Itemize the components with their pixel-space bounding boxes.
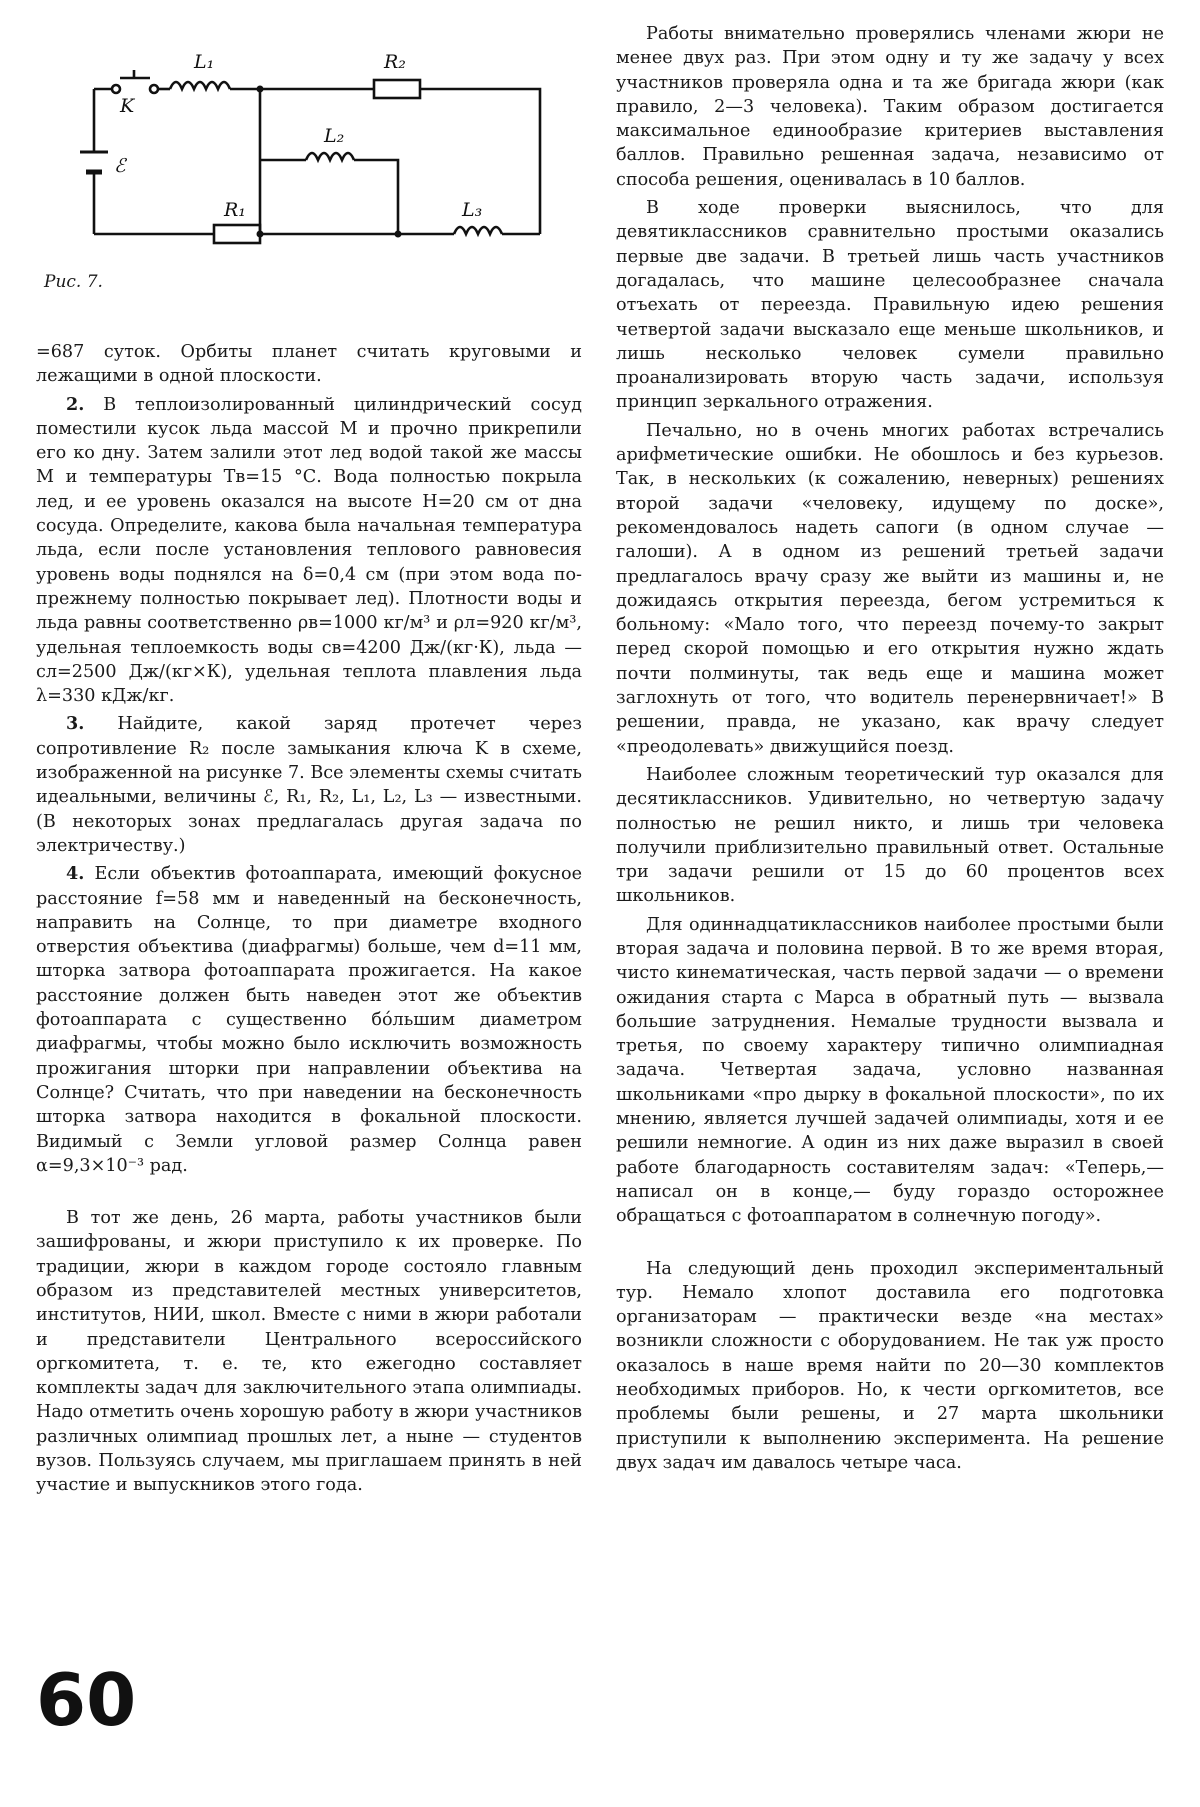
paragraph-eleventh-grade: Для одиннадцатиклассников наиболее простыми были вторая задача и половина первой. В то же время вторая, чисто кинематическая, часть первой задачи — о времени ожидания старта с Марса в обратный путь — вызвала большие затруднения. Немалые трудности вызвала и третья, по своему характеру типично олимпиадная задача. Четвертая задача, условно названная школьниками «про дырку в фокальной плоскости», по их мнению, является лучшей задачей олимпиады, хотя и ее решили немногие. А один из них даже выразил в своей работе благодарность составителям задач: «Теперь,— написал он в конце,— буду гораздо осторожнее обращаться с фотоаппаратом в солнечную погоду». [616,914,1164,1227]
problem-2 [36,393,582,709]
problem-3-text: Найдите, какой заряд протечет через сопротивление R₂ после замыкания ключа K в схеме, изображенной на рисунке 7. Все элементы схемы считать идеальными, величины ℰ, R₁, R₂, L₁, L₂, L₃ — известными. (В некоторых зонах предлагалась другая задача по электричеству.) [36,714,582,856]
resistor-R2 [374,80,420,98]
problem-2-text: В теплоизолированный цилиндрический сосуд поместили кусок льда массой M и прочно прикрепили его ко дну. Затем залили этот лед водой такой же массы M и температуры Tв=15 °С. Вода полностью покрыла лед, и ее уровень оказался на высоте H=20 см от дна сосуда. Определите, какова была начальная температура льда, если после установления теплового равновесия уровень воды поднялся на δ=0,4 см (при этом вода по-прежнему полностью покрывает лед). Плотности воды и льда равны соответственно ρв=1000 кг/м³ и ρл=920 кг/м³, удельная теплоемкость воды cв=4200 Дж/(кг·К), льда — cл=2500 Дж/(кг×К), удельная теплота плавления льда λ=330 кДж/кг. [36,394,582,707]
left-column [36,22,582,1498]
problem-3 [36,712,582,858]
paragraph-jury: В тот же день, 26 марта, работы участников были зашифрованы, и жюри приступило к их проверке. По традиции, жюри в каждом городе состояло главным образом из представителей местных университетов, институтов, НИИ, школ. Вместе с ними в жюри работали и представители Центрального всероссийского оргкомитета, т. е. те, кто ежегодно составляет комплекты задач для заключительного этапа олимпиады. Надо отметить очень хорошую работу в жюри участников различных олимпиад прошлых лет, а ныне — студентов вузов. Пользуясь случаем, мы приглашаем принять в ней участие и выпускников этого года. [36,1208,582,1496]
right-column [616,22,1164,1475]
label-R1: R₁ [224,199,246,221]
page-number: 60 [36,1658,137,1742]
paragraph-tenth-grade: Наиболее сложным теоретический тур оказался для десятиклассников. Удивительно, но четвертую задачу полностью не решил никто, и лишь три человека получили приблизительно правильный ответ. Остальные три задачи решили от 15 до 60 процентов всех школьников. [616,764,1164,907]
circuit-figure [36,22,582,340]
inductor-L1 [170,82,230,89]
switch-contact-right [150,85,158,93]
wire-L2-b [354,160,398,234]
paragraph-curiosities: Печально, но в очень многих работах встречались арифметические ошибки. Не обошлось и без курьезов. Так, в нескольких (к сожалению, неверных) решениях второй задачи «человеку, идущему по доске», рекомендовалось надеть сапоги (в одном случае — галоши). А в одном из решений третьей задачи предлагалось врачу сразу же выйти из машины и, не дожидаясь открытия переезда, бегом устремиться к больному: «Мало того, что переезд почему-то закрыт перед скорой помощью и его открытия нужно ждать почти полминуты, так ведь еще и машина может заглохнуть от того, что водитель перенервничает!» В решении, правда, не указано, как врачу следует «преодолевать» движущийся поезд. [616,420,1164,757]
resistor-R1 [214,225,260,243]
inductor-L3 [454,227,502,234]
junction-dot-bottom-left [257,231,264,238]
figure-caption: Рис. 7. [44,272,103,292]
label-L3: L₃ [462,199,483,221]
problem-3-number: 3. [66,713,85,735]
paragraph-ninth-grade: В ходе проверки выяснилось, что для девятиклассников сравнительно простыми оказались первые две задачи. В третьей лишь часть участников догадалась, что машине целесообразнее сначала отъехать от переезда. Правильную идею решения четвертой задачи высказало еще меньше школьников, и лишь несколько человек сумели правильно проанализировать вторую часть задачи, используя принцип зеркального отражения. [616,198,1164,413]
label-L2: L₂ [324,125,345,147]
switch-contact-left [112,85,120,93]
paragraph-checking: Работы внимательно проверялись членами жюри не менее двух раз. При этом одну и ту же задачу у всех участников проверяла одна и та же бригада жюри (как правило, 2—3 человека). Таким образом достигается максимальное единообразие критериев выставления баллов. Правильно решенная задача, независимо от способа решения, оценивалась в 10 баллов. [616,24,1164,190]
junction-dot-bottom-right [395,231,402,238]
label-emf: ℰ [114,155,126,177]
circuit-diagram [54,44,574,274]
inductor-L2 [306,153,354,160]
paragraph-experimental-tour: На следующий день проходил экспериментальный тур. Немало хлопот доставила его подготовка организаторам — практически везде «на местах» возникли сложности с оборудованием. Не так уж просто оказалось в наше время найти по 20—30 комплектов необходимых приборов. Но, к чести оргкомитетов, все проблемы были решены, и 27 марта школьники приступили к выполнению эксперимента. На решение двух задач им давалось четыре часа. [616,1258,1164,1473]
problem-4-text: Если объектив фотоаппарата, имеющий фокусное расстояние f=58 мм и наведенный на бесконечность, направить на Солнце, то при диаметре входного отверстия объектива (диафрагмы) больше, чем d=11 мм, шторка затвора фотоаппарата прожигается. На какое расстояние должен быть наведен этот же объектив фотоаппарата с существенно бо́льшим диаметром диафрагмы, чтобы можно было исключить возможность прожигания шторки при направлении объектива на Солнце? Считать, что при наведении на бесконечность шторка затвора находится в фокальной плоскости. Видимый с Земли угловой размер Солнца равен α=9,3×10⁻³ рад. [36,864,582,1176]
label-L1: L₁ [194,51,215,73]
label-K: K [120,95,135,117]
problem-2-number: 2. [66,393,85,415]
problem-4 [36,862,582,1178]
junction-dot-top [257,86,264,93]
label-R2: R₂ [384,51,406,73]
switch-key [120,70,150,78]
paragraph-orbit-tail: =687 суток. Орбиты планет считать круговыми и лежащими в одной плоскости. [36,342,582,387]
problem-4-number: 4. [66,863,85,885]
